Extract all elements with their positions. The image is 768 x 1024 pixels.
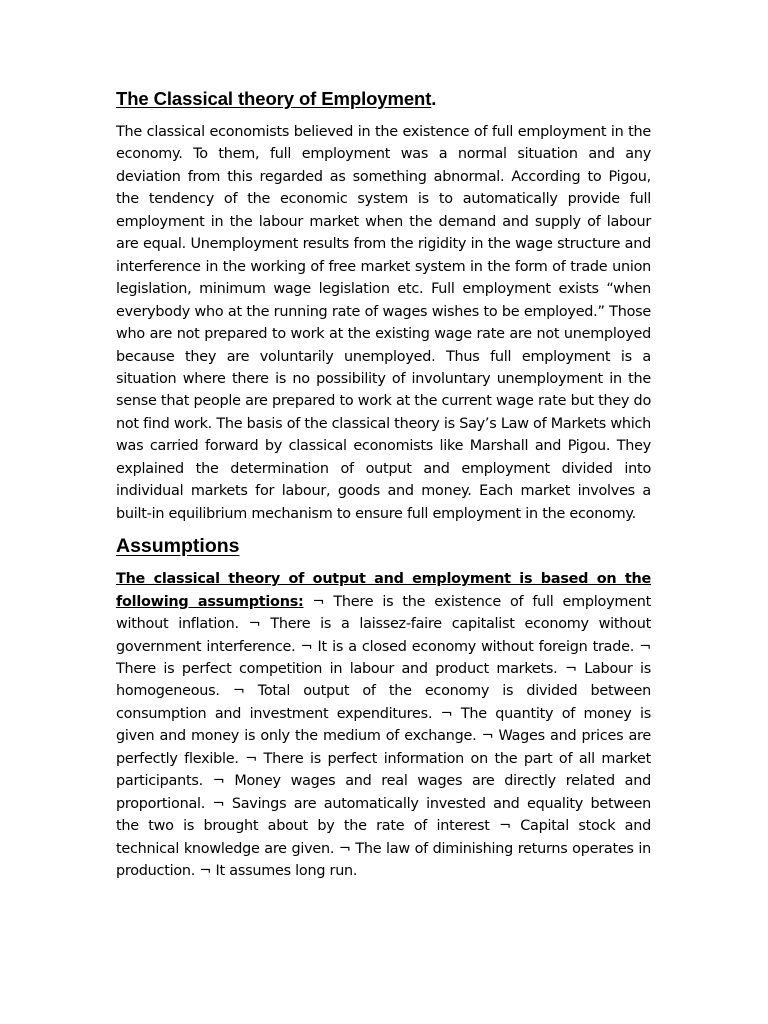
assumptions-paragraph [116,568,651,882]
intro-paragraph: The classical economists believed in the existence of full employment in the economy. To them, full employment was a normal situation and any deviation from this regarded as something abnormal. According to Pigou, the tendency of the economic system is to automatically provide full employment in the labour market when the demand and supply of labour are equal. Unemployment results from the rigidity in the wage structure and interference in the working of free market system in the form of trade union legislation, minimum wage legislation etc. Full employment exists “when everybody who at the running rate of wages wishes to be employed.” Those who are not prepared to work at the existing wage rate are not unemployed because they are voluntarily unemployed. Thus full employment is a situation where there is no possibility of involuntary unemployment in the sense that people are prepared to work at the current wage rate but they do not find work. The basis of the classical theory is Say’s Law of Markets which was carried forward by classical economists like Marshall and Pigou. They explained the determination of output and employment divided into individual markets for labour, goods and money. Each market involves a built-in equilibrium mechanism to ensure full employment in the economy. [116,124,651,522]
document-title-text: The Classical theory of Employment [116,88,432,109]
document-page [116,86,651,883]
assumptions-lead: The classical theory of output and employment is based on the following assumptions: [116,571,651,610]
assumptions-heading [116,533,651,559]
document-title [116,86,651,112]
document-title-period: . [431,88,437,109]
assumptions-list-text: ¬ There is the existence of full employment without inflation. ¬ There is a laissez-faire capitalist economy without government interference. ¬ It is a closed economy without foreign trade. ¬ There is perfect competition in labour and product markets. ¬ Labour is homogeneous. ¬ Total output of the economy is divided between consumption and investment expenditures. ¬ The quantity of money is given and money is only the medium of exchange. ¬ Wages and prices are perfectly flexible. ¬ There is perfect information on the part of all market participants. ¬ Money wages and real wages are directly related and proportional. ¬ Savings are automatically invested and equality between the two is brought about by the rate of interest ¬ Capital stock and technical knowledge are given. ¬ The law of diminishing returns operates in production. ¬ It assumes long run. [116,593,651,880]
assumptions-heading-text: Assumptions [116,535,240,558]
